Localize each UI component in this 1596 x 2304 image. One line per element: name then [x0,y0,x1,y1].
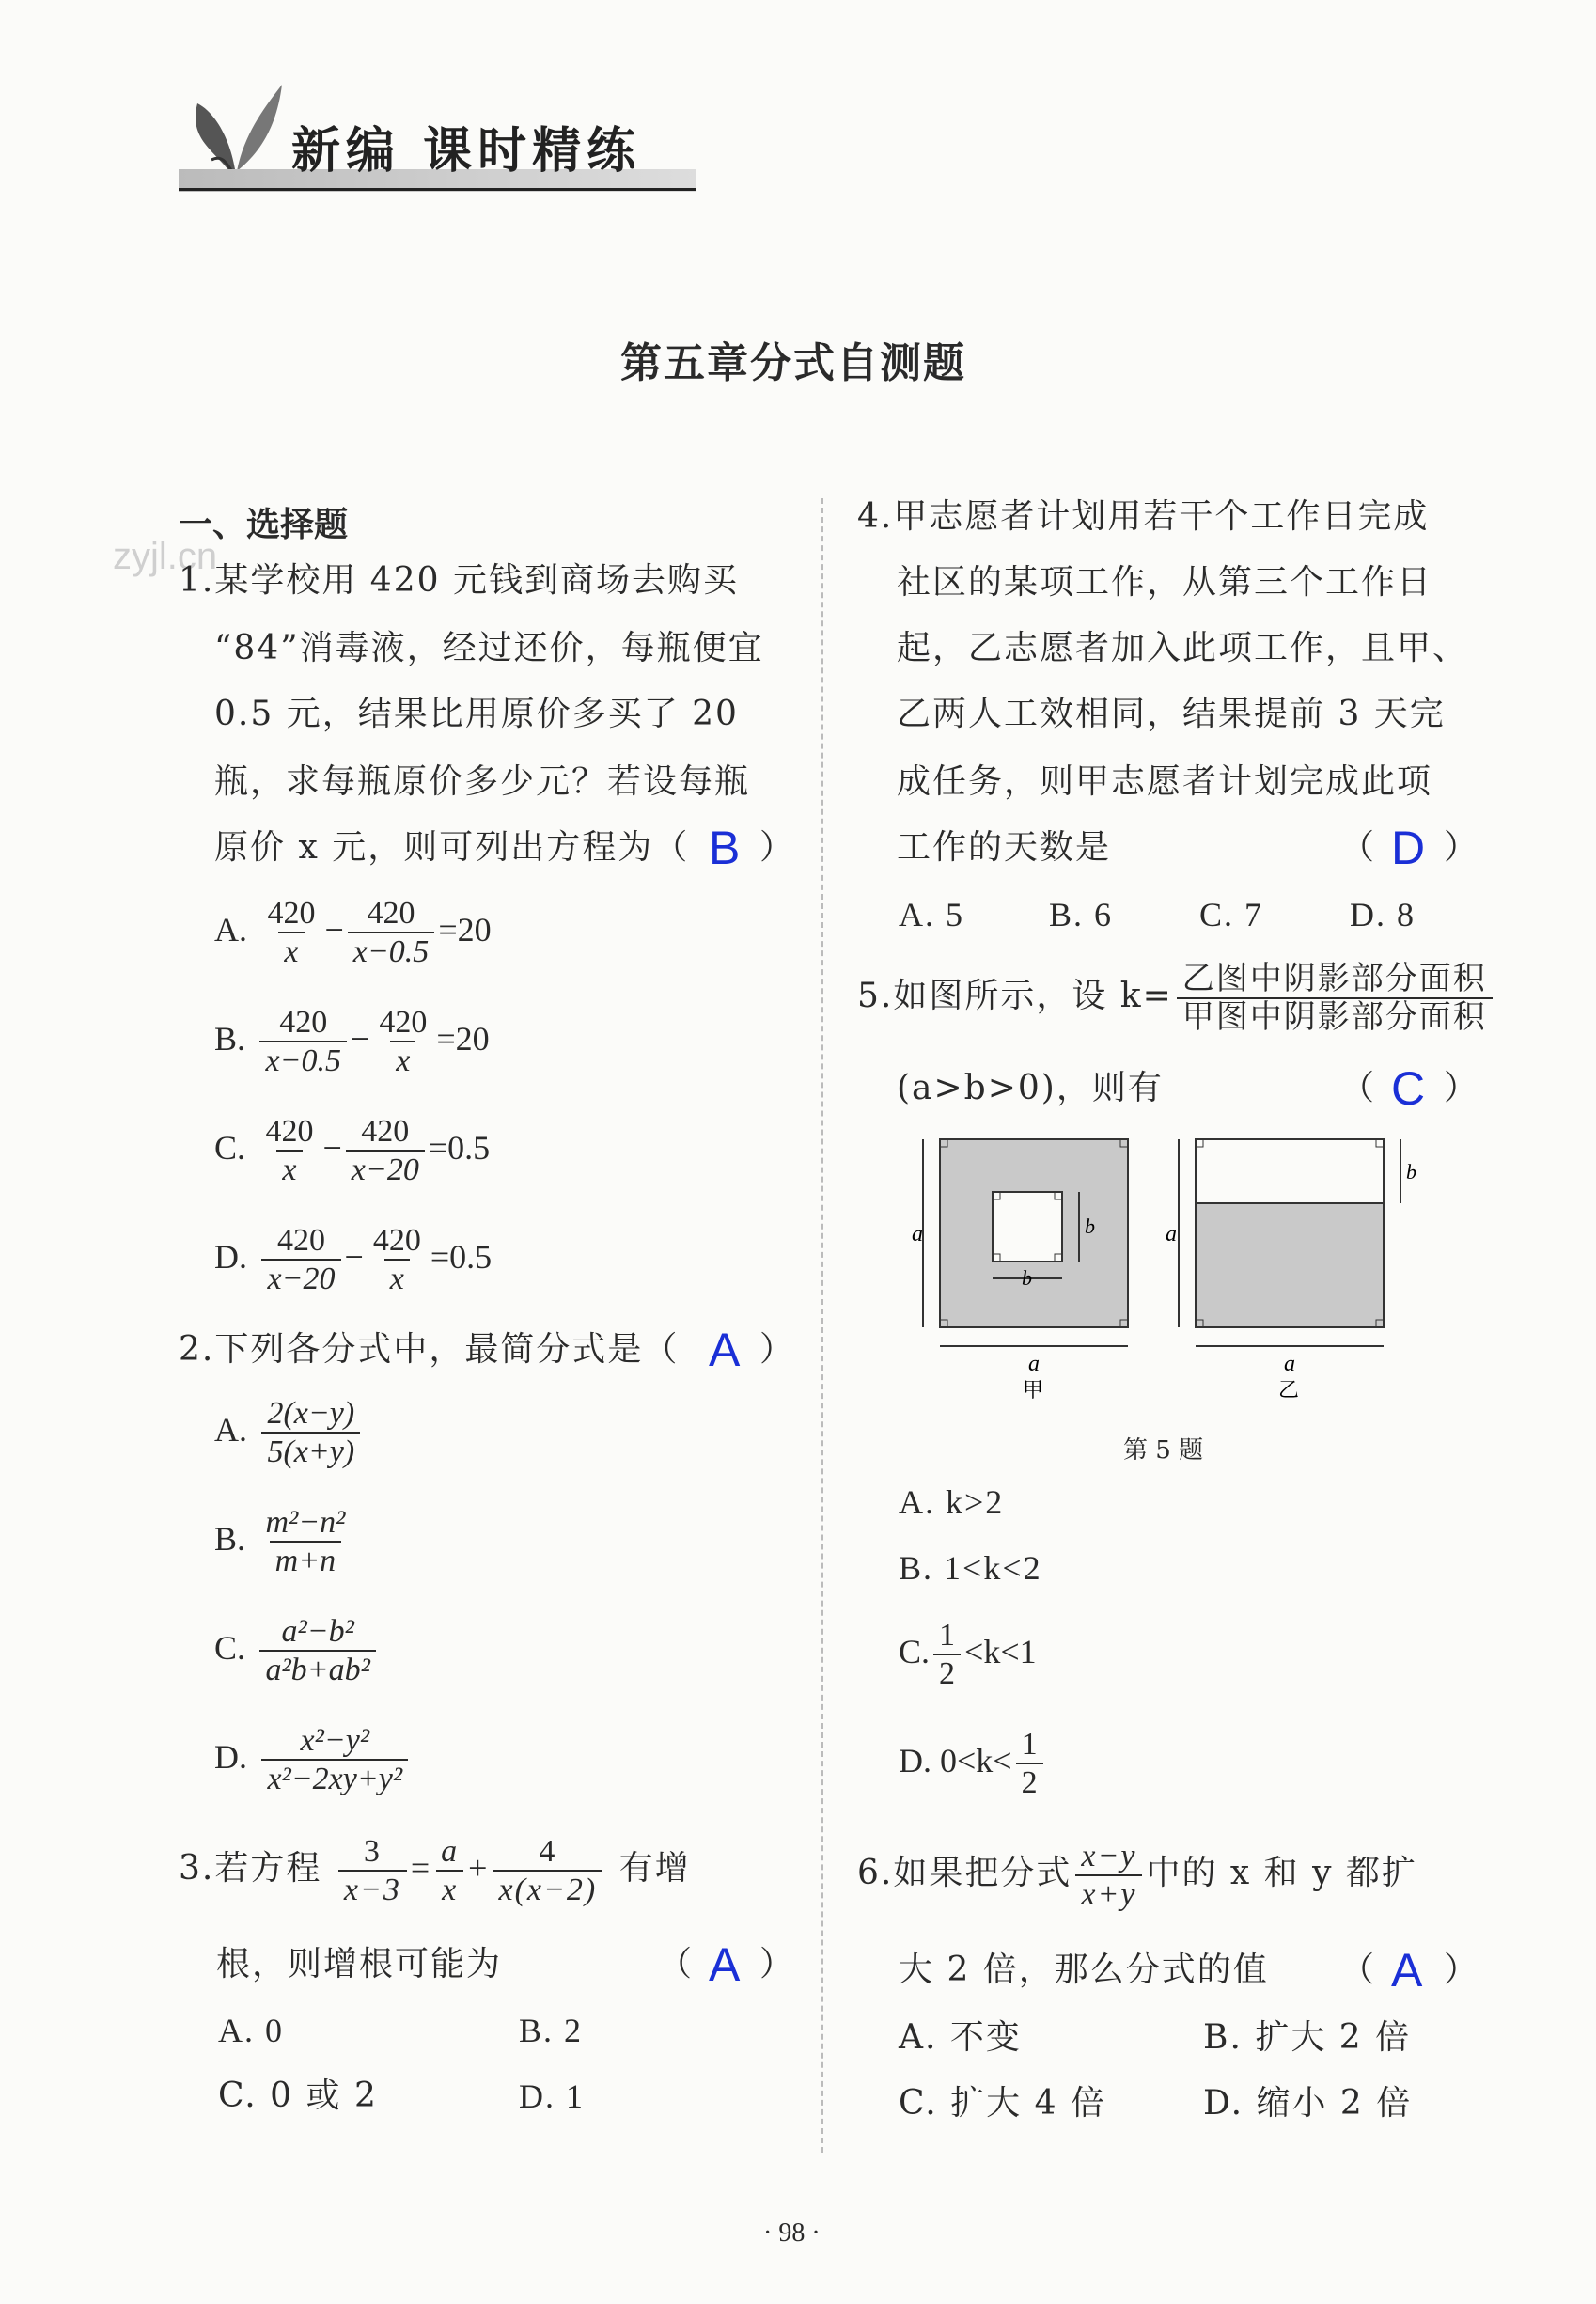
fraction-numerator: 3 [363,1834,382,1869]
q1-line-2: “84”消毒液，经过还价，每瓶便宜 [214,629,764,667]
q5-line-2: (a>b>0)，则有 [897,1069,1164,1107]
q1-option-a: A. $\frac{420}{x}$ − $\frac{420}{x-0.5}$ =20 [214,896,492,970]
fig-left-hole [993,1192,1062,1262]
fraction-numerator: 420 [265,1114,314,1149]
fig-left-caption: 甲 [1023,1379,1044,1403]
q4-line-4: 乙两人工效相同，结果提前 3 天完 [897,695,1446,733]
fraction-numerator: a [441,1834,460,1869]
q1-answer: B [709,822,741,874]
header-title: 新编 课时精练 [291,123,642,180]
label-a: a [912,1222,923,1246]
fraction-denominator: 2 [933,1654,961,1692]
q1-option-d: D. $\frac{420}{x-20}$ − $\frac{420}{x}$ =0.5 [214,1223,493,1297]
q6-paren-open: （ [1340,1951,1377,1989]
fraction-denominator: x [276,1150,302,1188]
q2-answer: A [709,1324,741,1376]
q5-option-c [899,1617,1037,1692]
q6-stem [857,1838,1417,1913]
q3-option-b: B. 2 [519,2012,584,2049]
watermark: zyjl.cn [113,536,218,577]
q4-option-a: A. 5 [899,896,964,933]
q2-option-a [214,1395,364,1470]
option-label: D. [214,1238,247,1277]
q3-answer: A [709,1938,741,1991]
q6-option-a: A. 不变 [899,2018,1022,2057]
q1-option-c: C. $\frac{420}{x}$ − $\frac{420}{x-20}$ =0.5 [214,1114,491,1188]
equation-rhs: =0.5 [430,1238,493,1277]
q4-option-b: B. 6 [1049,896,1114,933]
option-label: B. [214,1520,246,1559]
option-tail: <k<1 [964,1633,1037,1671]
fraction-numerator: 420 [279,1005,328,1040]
q5-figure-svg [902,1128,1438,1410]
q4-line-3: 起，乙志愿者加入此项工作，且甲、 [897,629,1469,667]
q1-line-1: 1.某学校用 420 元钱到商场去购买 [179,561,739,600]
q3-prefix: 3.若方程 [179,1849,322,1889]
fraction-denominator: x−0.5 [348,932,435,970]
fig-right-shaded [1196,1203,1384,1327]
label-a: a [1028,1352,1040,1376]
q2-option-d [214,1722,412,1797]
q1-line-4: 瓶，求每瓶原价多少元？若设每瓶 [214,762,751,801]
q5-option-b: B. 1<k<2 [899,1549,1042,1587]
q5-option-a: A. k>2 [899,1483,1005,1521]
option-label: B. [214,1020,246,1058]
label-b: b [1085,1215,1095,1238]
q6-paren-close: ） [1444,1951,1480,1989]
q6-suffix: 中的 x 和 y 都扩 [1146,1854,1417,1893]
option-label: A. [214,1411,247,1450]
q3-suffix: 有增 [618,1849,691,1889]
q6-option-d: D. 缩小 2 倍 [1203,2084,1413,2123]
fraction-numerator: 420 [372,1223,421,1258]
q5-paren-close: ） [1444,1069,1480,1107]
q6-option-b: B. 扩大 2 倍 [1203,2018,1412,2057]
fraction-denominator: x+y [1075,1874,1142,1913]
fraction-numerator: 420 [267,896,316,931]
q4-line-6: 工作的天数是 [897,828,1112,867]
label-a: a [1284,1352,1295,1376]
page-title: 第五章分式自测题 [620,339,966,387]
q4-option-c: C. 7 [1199,896,1264,933]
section-heading: 一、选择题 [179,506,349,544]
fraction-numerator: 1 [939,1618,956,1653]
q3-stem [179,1833,691,1908]
q4-paren-close: ） [1444,828,1480,867]
fraction-denominator: a²b+ab² [259,1650,375,1688]
q1-option-b: B. $\frac{420}{x-0.5}$ − $\frac{420}{x}$ =20 [214,1005,490,1079]
q6-line-2: 大 2 倍，那么分式的值 [899,1951,1269,1989]
q3-paren-close: ） [759,1945,796,1983]
q1-paren-close: ） [759,828,796,867]
fraction-numerator: 420 [379,1005,428,1040]
equation-rhs: =20 [438,911,492,949]
option-label: C. [214,1629,246,1668]
q3-option-a: A. 0 [218,2012,284,2049]
q1-line-3: 0.5 元，结果比用原价多买了 20 [214,695,739,733]
q3-line-2: 根，则增根可能为 [216,1945,503,1983]
q2-paren-close: ） [759,1330,796,1369]
fraction-numerator: 420 [276,1223,325,1258]
fraction-numerator: 2(x−y) [267,1396,355,1431]
fraction-numerator: x−y [1081,1839,1137,1873]
option-label: C. [899,1633,931,1671]
fraction-denominator: 2 [1016,1763,1043,1801]
fraction-numerator: 420 [361,1114,410,1149]
q3-option-d: D. 1 [519,2077,585,2115]
fraction-denominator: x [436,1870,463,1908]
label-a: a [1166,1222,1177,1246]
fraction-denominator: x [384,1259,410,1297]
q2-option-b [214,1504,354,1579]
q6-prefix: 6.如果把分式 [857,1854,1072,1893]
q6-option-c: C. 扩大 4 倍 [899,2084,1106,2123]
fraction-denominator: 甲图中阴影部分面积 [1177,997,1493,1036]
header-underline [179,188,696,191]
q4-line-2: 社区的某项工作，从第三个工作日 [897,563,1433,602]
equation-rhs: =0.5 [428,1129,491,1168]
fraction-denominator: x−3 [338,1870,407,1908]
fraction-denominator: 5(x+y) [261,1432,360,1470]
fraction-denominator: x(x−2) [493,1870,602,1908]
q4-line-1: 4.甲志愿者计划用若干个工作日完成 [857,497,1430,536]
plus-sign: + [468,1849,490,1888]
fraction-denominator: x²−2xy+y² [261,1759,408,1797]
q3-option-c: C. 0 或 2 [218,2077,378,2115]
fraction-numerator: x²−y² [300,1723,370,1758]
fraction-numerator: 4 [539,1834,557,1869]
q5-answer: C [1391,1062,1426,1115]
q6-answer: A [1391,1944,1423,1997]
page-number: · 98 · [763,2218,821,2248]
q4-line-5: 成任务，则甲志愿者计划完成此项 [897,762,1433,801]
fraction-denominator: x−20 [346,1150,425,1188]
fraction-numerator: 1 [1021,1727,1038,1762]
fraction-numerator: m²−n² [265,1505,346,1540]
fraction-denominator: x−20 [261,1259,340,1297]
equation-rhs: =20 [436,1020,490,1058]
fraction-denominator: x [278,932,304,970]
q5-figure [902,1128,1438,1410]
option-label: A. [214,911,247,949]
q2-stem: 2.下列各分式中，最简分式是（ [179,1330,680,1369]
fraction-denominator: x [390,1041,415,1079]
fraction-numerator: 乙图中阴影部分面积 [1181,960,1487,997]
equals-sign: = [410,1849,432,1888]
option-label: C. [214,1129,246,1168]
q4-answer: D [1391,822,1426,874]
q5-figure-caption: 第 5 题 [1123,1436,1204,1465]
label-b: b [1022,1266,1032,1290]
fraction-numerator: 420 [367,896,415,931]
q5-prefix: 5.如图所示，设 k= [857,977,1173,1016]
option-label: D. 0<k< [899,1742,1012,1780]
label-b: b [1406,1160,1416,1183]
fraction-numerator: a²−b² [281,1614,354,1649]
fraction-denominator: x−0.5 [259,1041,347,1079]
fig-right-caption: 乙 [1278,1379,1300,1403]
q4-option-d: D. 8 [1350,896,1416,933]
q3-paren-open: （ [658,1945,695,1983]
q1-line-5: 原价 x 元，则可列出方程为（ [214,828,690,867]
q5-paren-open: （ [1340,1069,1377,1107]
q5-stem [857,961,1496,1036]
q4-paren-open: （ [1340,828,1377,867]
q5-option-d [899,1726,1047,1801]
q2-option-c [214,1613,380,1688]
column-divider [821,498,823,2153]
fraction-denominator: m+n [270,1541,342,1579]
option-label: D. [214,1738,247,1777]
